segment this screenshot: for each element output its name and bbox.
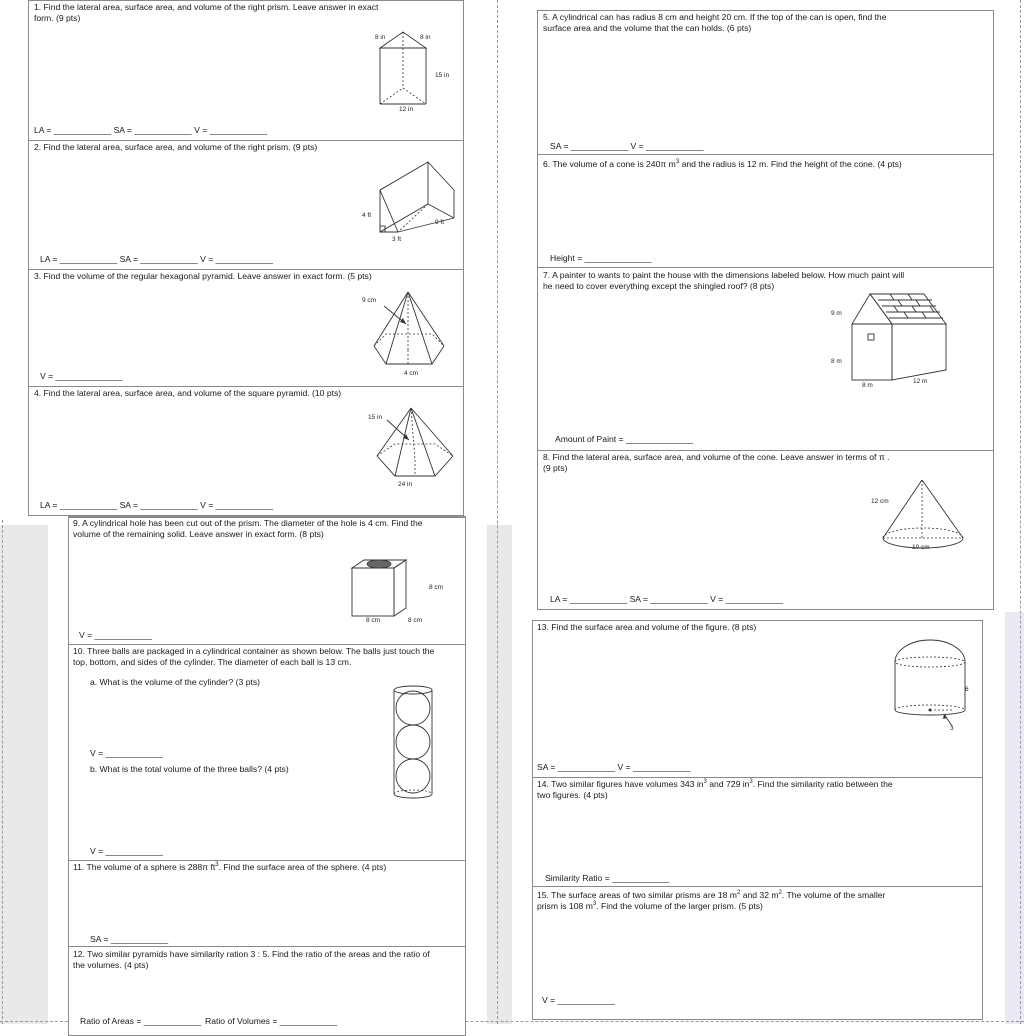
q7-label-length: 12 m: [913, 378, 928, 385]
question-2-answer-line[interactable]: LA = ____________ SA = ____________ V = ____________: [40, 254, 273, 264]
q2-label-width: 3 ft: [392, 236, 402, 243]
question-14-text-b: and 729 in: [706, 779, 750, 789]
q1-label-side-a: 8 in: [375, 34, 386, 41]
question-15-sup-a: 2: [736, 890, 741, 897]
question-9-text: 9. A cylindrical hole has been cut out of the prism. The diameter of the hole is 4 cm. Find the volume of the remaining solid. Leave answer in exact form. (8 pts): [73, 518, 423, 539]
q7-label-roof: 9 m: [831, 310, 842, 317]
question-14-sup-a: 3: [703, 779, 707, 786]
question-11-text: [73, 862, 461, 873]
gray-margin-right: [1005, 612, 1024, 1024]
triangular-prism-figure: [375, 30, 435, 110]
question-14-text: [537, 779, 977, 801]
question-4-text: 4. Find the lateral area, surface area, and volume of the square pyramid. (10 pts): [34, 388, 342, 398]
q4-label-slant: 15 in: [368, 414, 383, 421]
gray-gutter: [487, 525, 512, 1024]
question-10b-answer-line[interactable]: V = ____________: [90, 846, 163, 856]
q7-label-width: 8 m: [862, 382, 873, 389]
q3-label-apothem: 4 cm: [404, 370, 419, 377]
question-11-superscript: 3: [215, 862, 219, 869]
q2-label-height: 4 ft: [362, 212, 372, 219]
question-7-answer-line[interactable]: Amount of Paint = ______________: [555, 434, 693, 444]
q2-label-length: 9 ft: [435, 219, 445, 226]
question-15-sup-b: 2: [778, 890, 782, 897]
question-7-text: 7. A painter to wants to paint the house with the dimensions labeled below. How much paint will he need to cover everything except the shingled roof? (8 pts): [543, 270, 905, 291]
square-pyramid-figure: [375, 406, 455, 481]
question-10a-answer-line[interactable]: V = ____________: [90, 748, 163, 758]
question-15-text: [537, 890, 977, 912]
question-2-text: 2. Find the lateral area, surface area, and volume of the right prism. (9 pts): [34, 142, 318, 152]
question-9-answer-line[interactable]: V = ____________: [79, 630, 152, 640]
q1-label-base: 12 in: [399, 106, 414, 113]
question-10a-text: a. What is the volume of the cylinder? (3 pts): [90, 677, 261, 687]
question-15-text-d: . Find the volume of the larger prism. (5 pts): [596, 901, 763, 911]
q1-label-height: 15 in: [435, 72, 450, 79]
question-4-answer-line[interactable]: LA = ____________ SA = ____________ V = ____________: [40, 500, 273, 510]
question-12-answer-volumes[interactable]: Ratio of Volumes = ____________: [205, 1016, 338, 1026]
question-6-text-end: and the radius is 12 m. Find the height of the cone. (4 pts): [679, 159, 902, 169]
cone-figure: [880, 478, 966, 552]
question-5-answer-line[interactable]: SA = ____________ V = ____________: [550, 141, 704, 151]
question-11-answer-line[interactable]: SA = ____________: [90, 934, 169, 944]
question-14-sup-b: 3: [749, 779, 753, 786]
cut-line-right: [1020, 0, 1021, 1024]
q8-label-diameter: 10 cm: [912, 544, 930, 551]
question-6-superscript: 3: [675, 159, 680, 166]
question-13-answer-line[interactable]: SA = ____________ V = ____________: [537, 762, 691, 772]
question-15-text-b: and 32 m: [740, 890, 779, 900]
question-10-text: 10. Three balls are packaged in a cylindrical container as shown below. The balls just touch the top, bottom, and sides of the cylinder. The diameter of each ball is 13 cm.: [73, 646, 435, 667]
question-5-text: 5. A cylindrical can has radius 8 cm and height 20 cm. If the top of the can is open, find the surface area and the volume that the can holds. (6 pts): [543, 12, 887, 33]
question-8-answer-line[interactable]: LA = ____________ SA = ____________ V = ____________: [550, 594, 783, 604]
q4-label-base: 24 in: [398, 481, 413, 488]
q8-label-slant: 12 cm: [871, 498, 889, 505]
question-13-text: 13. Find the surface area and volume of the figure. (8 pts): [537, 622, 757, 632]
q3-label-slant: 9 cm: [362, 297, 377, 304]
question-3-text: 3. Find the volume of the regular hexagonal pyramid. Leave answer in exact form. (5 pts): [34, 271, 372, 281]
question-14-answer-line[interactable]: Similarity Ratio = ____________: [545, 873, 670, 883]
gray-margin-left: [0, 525, 48, 1024]
question-3-answer-line[interactable]: V = ______________: [40, 371, 123, 381]
question-15-answer-line[interactable]: V = ____________: [542, 995, 615, 1005]
cut-line-middle: [497, 0, 498, 1024]
question-1-answer-line[interactable]: LA = ____________ SA = ____________ V = ____________: [34, 125, 267, 135]
question-6-text-start: 6. The volume of a cone is 240π m: [543, 159, 676, 169]
question-15-sup-c: 3: [592, 901, 597, 908]
question-15-text-c: . The volume of the smaller prism is 108 m: [537, 890, 886, 911]
question-1-text: 1. Find the lateral area, surface area, and volume of the right prism. Leave answer in exact form. (9 pts): [34, 2, 379, 23]
question-10b-text: b. What is the total volume of the three balls? (4 pts): [90, 764, 289, 774]
question-8-text: 8. Find the lateral area, surface area, and volume of the cone. Leave answer in terms of π . (9 pts): [543, 452, 890, 473]
question-12-text: 12. Two similar pyramids have similarity ration 3 : 5. Find the ratio of the areas and the ratio of the volumes. (4 pts): [73, 949, 430, 970]
question-12-answer-areas[interactable]: Ratio of Areas = ____________: [80, 1016, 202, 1026]
cut-line-left: [2, 520, 3, 1024]
q9-label-width: 8 cm: [366, 617, 381, 624]
q9-label-depth: 8 cm: [408, 617, 423, 624]
question-11-text-end: . Find the surface area of the sphere. (4 pts): [218, 862, 387, 872]
question-6-answer-line[interactable]: Height = ______________: [550, 253, 652, 263]
hexagonal-pyramid-figure: [372, 290, 447, 370]
question-6-text: [543, 159, 988, 170]
question-14-text-c: . Find the similarity ratio between the two figures. (4 pts): [537, 779, 893, 800]
q13-label-radius: 3: [950, 725, 954, 732]
question-14-text-a: 14. Two similar figures have volumes 343 in: [537, 779, 704, 789]
question-15-text-a: 15. The surface areas of two similar prisms are 18 m: [537, 890, 737, 900]
question-6-box: [537, 154, 994, 268]
rectangular-prism-figure: [378, 160, 458, 235]
question-11-text-start: 11. The volume of a sphere is 288π ft: [73, 862, 216, 872]
q9-label-height: 8 cm: [429, 584, 444, 591]
cylinder-with-balls-figure: [392, 684, 436, 802]
q7-label-wall: 8 m: [831, 358, 842, 365]
q13-label-height: 6: [965, 686, 969, 693]
cylinder-with-dome-figure: [892, 638, 972, 732]
house-figure: [850, 290, 950, 388]
cube-with-hole-figure: [350, 558, 410, 620]
q1-label-side-b: 8 in: [420, 34, 431, 41]
